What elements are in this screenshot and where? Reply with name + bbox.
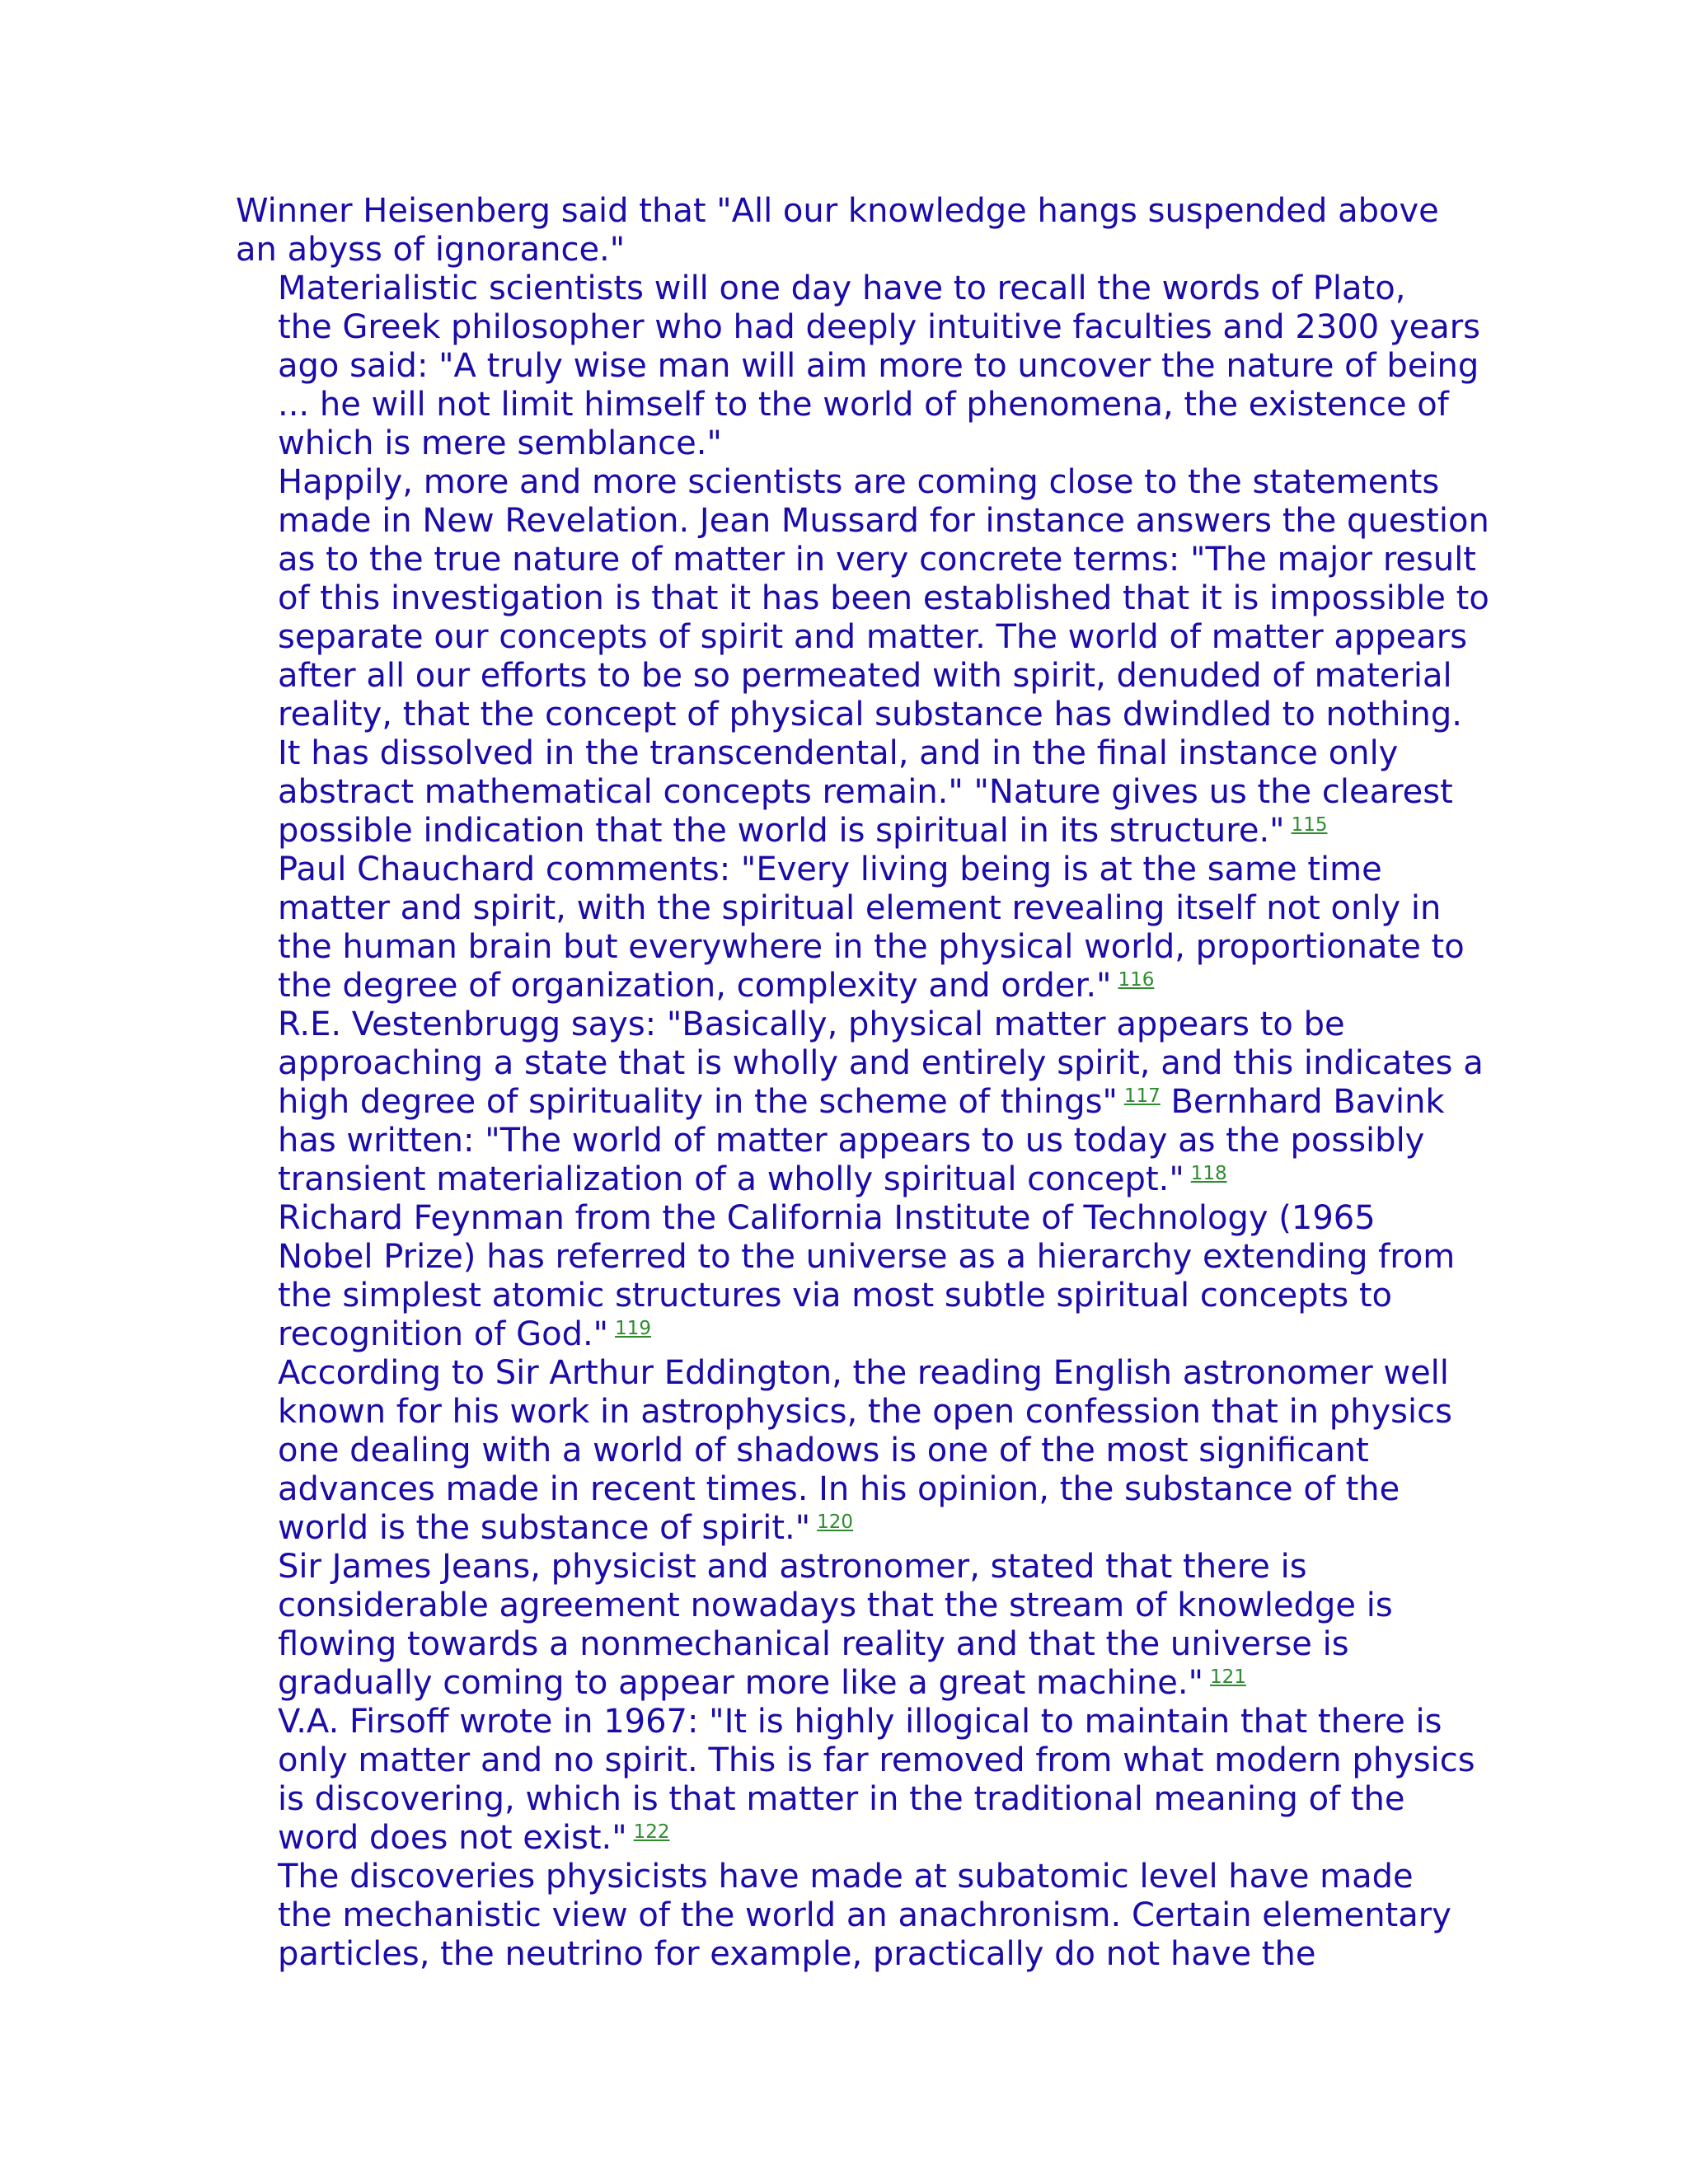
paragraph-subatomic <box>236 1858 1456 1974</box>
footnote-link-121[interactable]: 121 <box>1210 1666 1246 1688</box>
text-line-with-footnote <box>236 1160 1456 1199</box>
text-line: According to Sir Arthur Eddington, the reading English astronomer well <box>278 1354 1449 1392</box>
text-line: is discovering, which is that matter in the traditional meaning of the <box>278 1780 1405 1818</box>
paragraph-heisenberg <box>236 192 1456 269</box>
footnote-link-119[interactable]: 119 <box>615 1318 651 1339</box>
text-line: the simplest atomic structures via most subtle spiritual concepts to <box>278 1277 1393 1315</box>
text-line-with-footnote <box>236 967 1456 1005</box>
text-line: as to the true nature of matter in very concrete terms: "The major result <box>278 541 1476 579</box>
text-line: particles, the neutrino for example, practically do not have the <box>278 1935 1316 1973</box>
footnote-link-120[interactable]: 120 <box>817 1511 854 1533</box>
footnote-link-118[interactable]: 118 <box>1190 1163 1227 1184</box>
text-line: transient materialization of a wholly spiritual concept." <box>278 1160 1184 1198</box>
text-line: which is mere semblance." <box>278 424 722 462</box>
paragraph-plato <box>236 269 1480 463</box>
text-line-with-footnote <box>236 1819 1456 1858</box>
document-page <box>236 192 1489 1974</box>
text-line: Nobel Prize) has referred to the universe as a hierarchy extending from <box>278 1238 1456 1276</box>
text-line: the human brain but everywhere in the physical world, proportionate to <box>278 928 1465 966</box>
text-line-with-footnote <box>236 1083 1456 1122</box>
paragraph-vestenbrugg <box>236 1005 1484 1199</box>
paragraph-mussard <box>236 463 1489 851</box>
paragraph-eddington <box>236 1354 1456 1548</box>
text-line: world is the substance of spirit." <box>278 1509 811 1547</box>
text-line: The discoveries physicists have made at subatomic level have made <box>278 1858 1414 1896</box>
paragraph-jeans <box>236 1548 1456 1703</box>
text-line: one dealing with a world of shadows is one of the most significant <box>278 1432 1369 1469</box>
paragraph-feynman <box>236 1199 1456 1354</box>
text-line: the mechanistic view of the world an anachronism. Certain elementary <box>278 1896 1451 1934</box>
text-line: an abyss of ignorance." <box>236 231 626 269</box>
footnote-link-122[interactable]: 122 <box>633 1821 670 1843</box>
text-line: It has dissolved in the transcendental, and in the final instance only <box>278 734 1399 772</box>
text-line: ... he will not limit himself to the world of phenomena, the existence of <box>278 386 1449 424</box>
paragraph-chauchard <box>236 851 1465 1005</box>
text-line: matter and spirit, with the spiritual element revealing itself not only in <box>278 889 1442 927</box>
text-line: Winner Heisenberg said that "All our knowledge hangs suspended above <box>236 192 1439 230</box>
text-line: Paul Chauchard comments: "Every living being is at the same time <box>278 851 1382 888</box>
text-line: R.E. Vestenbrugg says: "Basically, physical matter appears to be <box>278 1005 1345 1043</box>
text-line: only matter and no spirit. This is far removed from what modern physics <box>278 1741 1475 1779</box>
text-line-with-footnote <box>236 1509 1456 1548</box>
text-line: advances made in recent times. In his opinion, the substance of the <box>278 1470 1400 1508</box>
text-line: ago said: "A truly wise man will aim more to uncover the nature of being <box>278 347 1479 385</box>
text-line: Happily, more and more scientists are coming close to the statements <box>278 463 1440 501</box>
text-line: made in New Revelation. Jean Mussard for instance answers the question <box>278 502 1489 540</box>
text-line: gradually coming to appear more like a great machine." <box>278 1664 1203 1702</box>
text-line: approaching a state that is wholly and entirely spirit, and this indicates a <box>278 1044 1484 1082</box>
text-line-with-footnote <box>236 1315 1456 1354</box>
text-line-with-footnote <box>236 812 1456 851</box>
text-line: separate our concepts of spirit and matter. The world of matter appears <box>278 618 1468 656</box>
text-line: considerable agreement nowadays that the stream of knowledge is <box>278 1586 1393 1624</box>
text-line: recognition of God." <box>278 1315 609 1353</box>
text-line-with-footnote <box>236 1664 1456 1703</box>
text-line: known for his work in astrophysics, the open confession that in physics <box>278 1393 1452 1431</box>
text-segment: high degree of spirituality in the scheme of things" <box>278 1083 1118 1121</box>
text-line: Materialistic scientists will one day have to recall the words of Plato, <box>278 269 1406 307</box>
paragraph-firsoff <box>236 1703 1475 1858</box>
text-line: flowing towards a nonmechanical reality and that the universe is <box>278 1625 1349 1663</box>
text-line: of this investigation is that it has been established that it is impossible to <box>278 579 1489 617</box>
text-line: word does not exist." <box>278 1819 627 1857</box>
text-line: reality, that the concept of physical substance has dwindled to nothing. <box>278 696 1462 733</box>
text-line: possible indication that the world is spiritual in its structure." <box>278 812 1285 850</box>
text-line: abstract mathematical concepts remain." "Nature gives us the clearest <box>278 773 1453 811</box>
text-segment: Bernhard Bavink <box>1170 1083 1445 1121</box>
text-line: V.A. Firsoff wrote in 1967: "It is highly illogical to maintain that there is <box>278 1703 1442 1741</box>
footnote-link-117[interactable]: 117 <box>1123 1085 1160 1107</box>
text-line: Sir James Jeans, physicist and astronomer, stated that there is <box>278 1548 1307 1586</box>
footnote-link-115[interactable]: 115 <box>1291 814 1328 836</box>
text-line: after all our efforts to be so permeated with spirit, denuded of material <box>278 657 1452 695</box>
footnote-link-116[interactable]: 116 <box>1118 969 1155 991</box>
text-line: Richard Feynman from the California Institute of Technology (1965 <box>278 1199 1376 1237</box>
text-line: the Greek philosopher who had deeply intuitive faculties and 2300 years <box>278 308 1480 346</box>
text-line: the degree of organization, complexity and order." <box>278 967 1112 1005</box>
text-line: has written: "The world of matter appears to us today as the possibly <box>278 1122 1425 1160</box>
